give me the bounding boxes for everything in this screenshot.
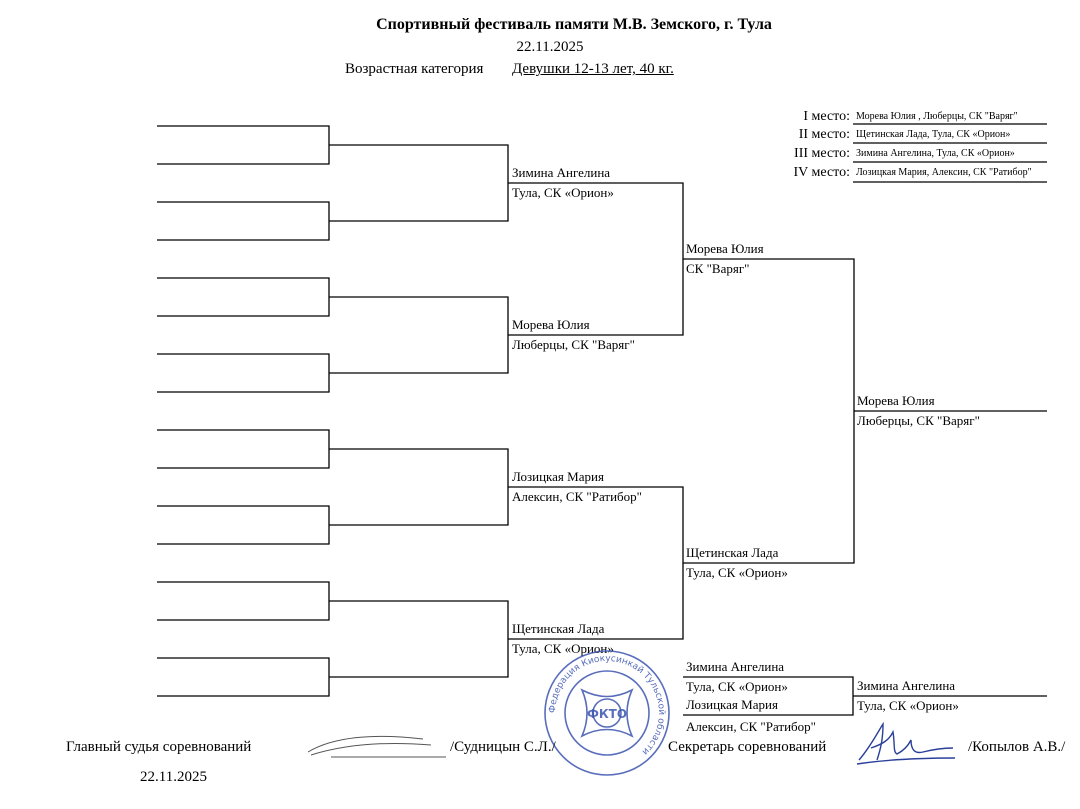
final-winner-club: Люберцы, СК "Варяг": [857, 413, 980, 428]
r2-4-name: Щетинская Лада: [512, 621, 605, 636]
r2-2-name: Морева Юлия: [512, 317, 590, 332]
place-4-value: Лозицкая Мария, Алексин, СК "Ратибор": [856, 167, 1032, 178]
document-title: Спортивный фестиваль памяти М.В. Земского, г. Тула: [376, 16, 772, 33]
bronze-winner-name: Зимина Ангелина: [857, 678, 956, 693]
place-3-value: Зимина Ангелина, Тула, СК «Орион»: [856, 148, 1015, 159]
r2-3-club: Алексин, СК "Ратибор": [512, 489, 642, 504]
secretary-signature-icon: [853, 718, 958, 768]
federation-seal-icon: [542, 648, 672, 778]
judge-signature-icon: [303, 727, 448, 762]
place-2-value: Щетинская Лада, Тула, СК «Орион»: [856, 129, 1011, 140]
bronze-a-name: Зимина Ангелина: [686, 659, 785, 674]
place-3-label: III место:: [794, 146, 850, 161]
r2-4-club: Тула, СК «Орион»: [512, 641, 614, 656]
bronze-winner-club: Тула, СК «Орион»: [857, 698, 959, 713]
document-date: 22.11.2025: [516, 39, 584, 55]
r2-1-name: Зимина Ангелина: [512, 165, 611, 180]
seal-ring-text: Федерация Киокусинкай Тульской области: [547, 653, 667, 757]
judge-name: /Судницын С.Л./: [450, 739, 556, 755]
place-4-label: IV место:: [793, 165, 850, 180]
secretary-name: /Копылов А.В./: [968, 739, 1066, 755]
r2-1-club: Тула, СК «Орион»: [512, 185, 614, 200]
final-winner-name: Морева Юлия: [857, 393, 935, 408]
seal-center-text: ФКТО: [586, 707, 628, 721]
bronze-b-club: Алексин, СК "Ратибор": [686, 719, 816, 734]
sf-1-name: Морева Юлия: [686, 241, 764, 256]
bronze-b-name: Лозицкая Мария: [686, 697, 778, 712]
category-label: Возрастная категория: [345, 61, 484, 77]
secretary-label: Секретарь соревнований: [668, 739, 827, 755]
sf-2-club: Тула, СК «Орион»: [686, 565, 788, 580]
judge-label: Главный судья соревнований: [66, 739, 252, 755]
place-1-value: Морева Юлия , Люберцы, СК "Варяг": [856, 111, 1018, 122]
r2-3-name: Лозицкая Мария: [512, 469, 604, 484]
place-1-label: I место:: [803, 109, 850, 124]
place-2-label: II место:: [798, 127, 850, 142]
sf-1-club: СК "Варяг": [686, 261, 750, 276]
sf-2-name: Щетинская Лада: [686, 545, 779, 560]
footer-date: 22.11.2025: [140, 769, 207, 785]
bronze-a-club: Тула, СК «Орион»: [686, 679, 788, 694]
category-value: Девушки 12-13 лет, 40 кг.: [512, 61, 674, 77]
r2-2-club: Люберцы, СК "Варяг": [512, 337, 635, 352]
